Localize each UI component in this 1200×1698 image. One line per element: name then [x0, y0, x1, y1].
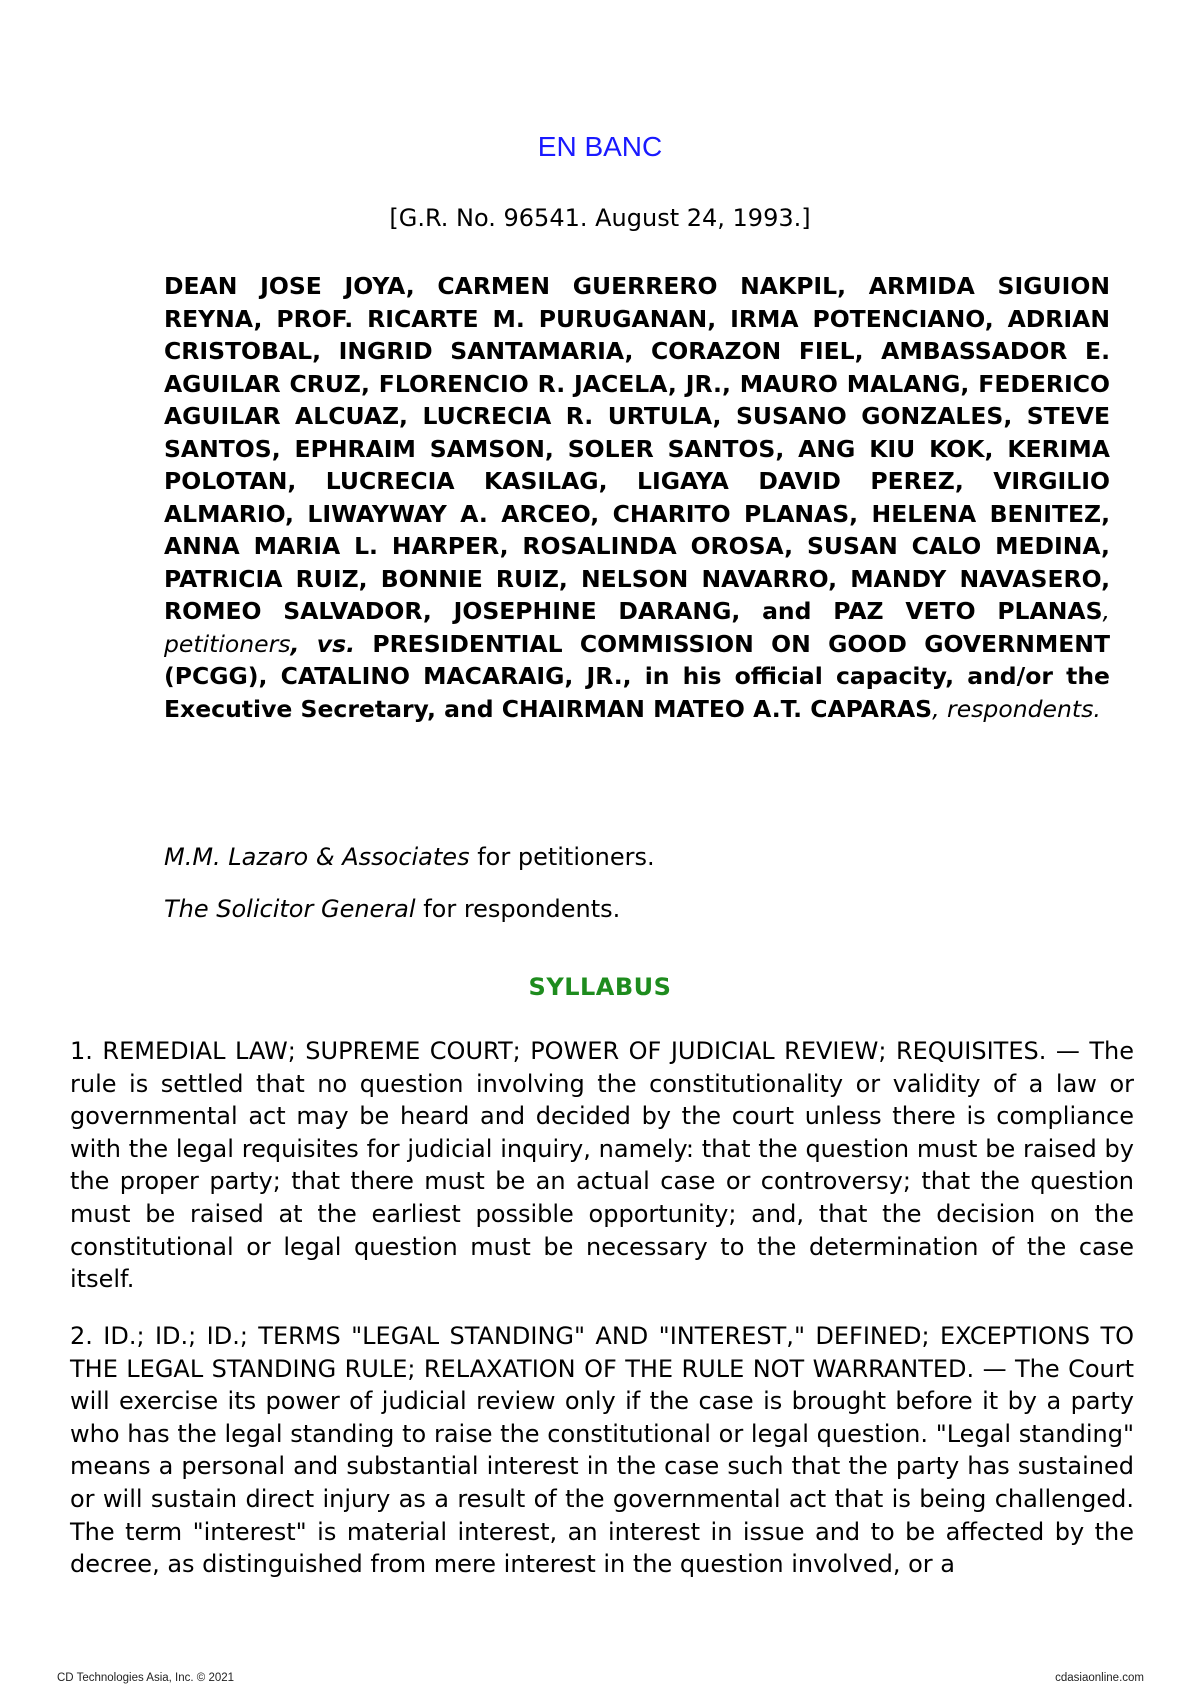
petitioners-names: DEAN JOSE JOYA, CARMEN GUERRERO NAKPIL, ARMIDA SIGUION REYNA, PROF. RICARTE M. PURUGANAN, IRMA POTENCIANO, ADRIAN CRISTOBAL, INGRID SANTAMARIA, CORAZON FIEL, AMBASSADOR E. AGUILAR CRUZ, FLORENCIO R. JACELA, JR., MAURO MALANG, FEDERICO AGUILAR ALCUAZ, LUCRECIA R. URTULA, SUSANO GONZALES, STEVE SANTOS, EPHRAIM SAMSON, SOLER SANTOS, ANG KIU KOK, KERIMA POLOTAN, LUCRECIA KASILAG, LIGAYA DAVID PEREZ, VIRGILIO ALMARIO, LIWAYWAY A. ARCEO, CHARITO PLANAS, HELENA BENITEZ, ANNA MARIA L. HARPER, ROSALINDA OROSA, SUSAN CALO MEDINA, PATRICIA RUIZ, BONNIE RUIZ, NELSON NAVARRO, MANDY NAVASERO, ROMEO SALVADOR, JOSEPHINE DARANG, and PAZ VETO PLANAS: [164, 272, 1110, 625]
versus-label: , vs.: [290, 629, 356, 658]
court-division: EN BANC: [537, 131, 663, 162]
counsel-respondents: [164, 894, 1110, 924]
counsel-petitioners: [164, 842, 1110, 872]
counsel-name: The Solicitor General: [164, 895, 416, 923]
respondents-label: , respondents: [932, 694, 1094, 723]
case-parties: [164, 270, 1110, 725]
syllabus-paragraph: 1. REMEDIAL LAW; SUPREME COURT; POWER OF JUDICIAL REVIEW; REQUISITES. — The rule is settled that no question involving the constitutionality or validity of a law or governmental act may be heard and decided by the court unless there is compliance with the legal requisites for judicial inquiry, namely: that the question must be raised by the proper party; that there must be an actual case or controversy; that the question must be raised at the earliest possible opportunity; and, that the decision on the constitutional or legal question must be necessary to the determination of the case itself.: [70, 1037, 1134, 1294]
counsel-name: M.M. Lazaro & Associates: [164, 843, 470, 871]
counsel-role: for petitioners.: [469, 843, 655, 871]
footer-copyright: CD Technologies Asia, Inc. © 2021: [57, 1672, 235, 1684]
footer-site: cdasiaonline.com: [1055, 1672, 1144, 1684]
syllabus-paragraph: 2. ID.; ID.; ID.; TERMS "LEGAL STANDING" AND "INTEREST," DEFINED; EXCEPTIONS TO THE LEGAL STANDING RULE; RELAXATION OF THE RULE NOT WARRANTED. — The Court will exercise its power of judicial review only if the case is brought before it by a party who has the legal standing to raise the constitutional or legal question. "Legal standing" means a personal and substantial interest in the case such that the party has sustained or will sustain direct injury as a result of the governmental act that is being challenged. The term "interest" is material interest, an interest in issue and to be affected by the decree, as distinguished from mere interest in the question involved, or a: [70, 1322, 1134, 1579]
petitioners-label: , petitioners: [164, 597, 1110, 658]
respondents-names: PRESIDENTIAL COMMISSION ON GOOD GOVERNMENT (PCGG), CATALINO MACARAIG, JR., in his official capacity, and/or the Executive Secretary, and CHAIRMAN MATEO A.T. CAPARAS: [164, 629, 1111, 723]
case-number: [G.R. No. 96541. August 24, 1993.]: [389, 204, 811, 232]
counsel-role: for respondents.: [415, 895, 621, 923]
parties-end: .: [1093, 694, 1101, 723]
syllabus-heading: SYLLABUS: [528, 973, 672, 1001]
